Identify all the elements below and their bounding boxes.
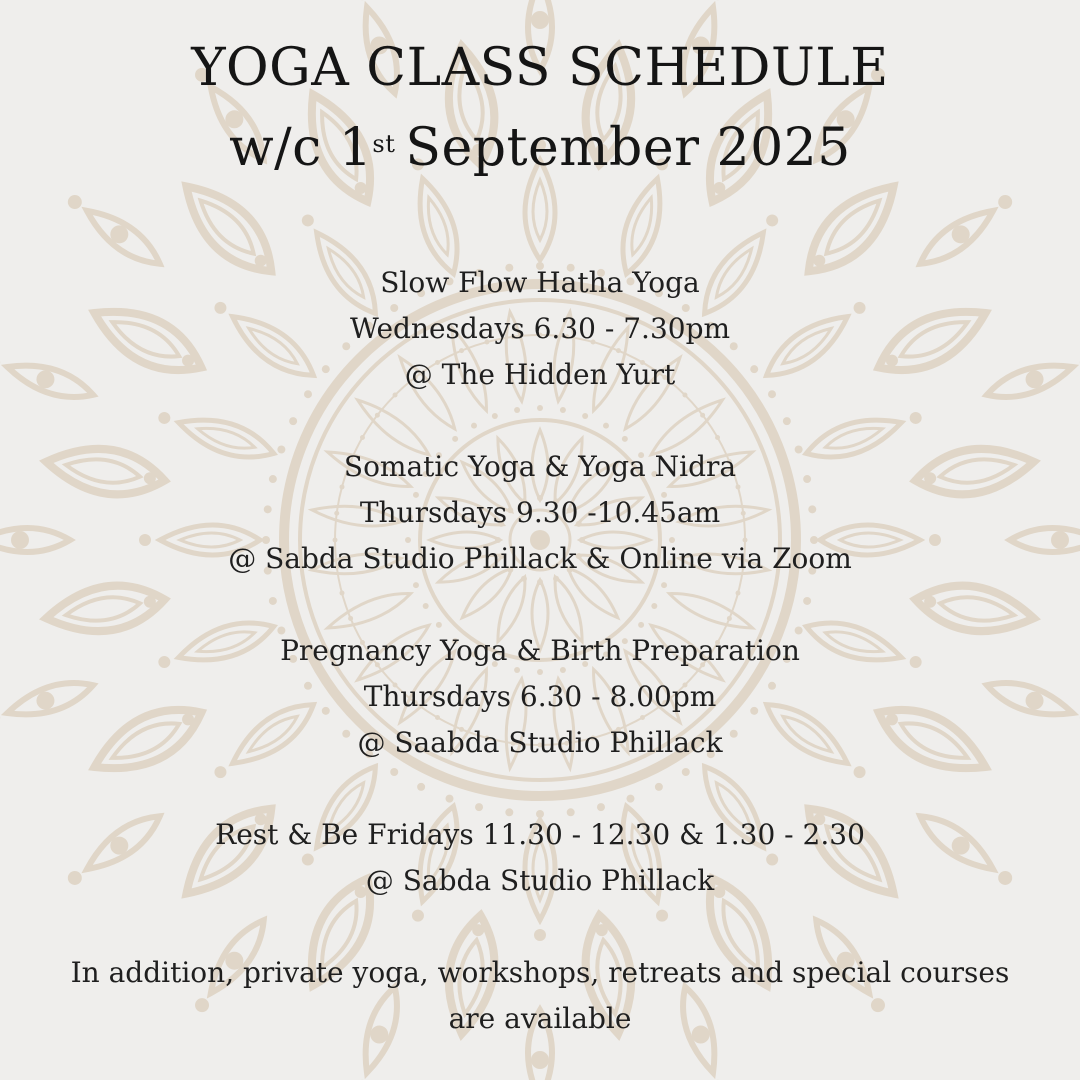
class-3-time: Thursdays 6.30 - 8.00pm: [363, 680, 717, 713]
class-4-name: Rest & Be Fridays 11.30 - 12.30 & 1.30 - 2.30: [215, 818, 865, 851]
footer-note-line-1: In addition, private yoga, workshops, retreats and special courses: [70, 956, 1010, 989]
week-commencing: [0, 118, 1080, 178]
class-3-location: @ Saabda Studio Phillack: [357, 726, 723, 759]
week-ordinal-suffix: st: [372, 130, 396, 158]
week-prefix: w/c 1: [229, 118, 373, 178]
class-1-name: Slow Flow Hatha Yoga: [380, 266, 700, 299]
page-title: YOGA CLASS SCHEDULE: [191, 38, 889, 98]
class-2-name: Somatic Yoga & Yoga Nidra: [343, 450, 737, 483]
class-1-time: Wednesdays 6.30 - 7.30pm: [349, 312, 731, 345]
week-month-year: September 2025: [405, 118, 851, 178]
class-2-location: @ Sabda Studio Phillack & Online via Zoom: [228, 542, 852, 575]
class-3-name: Pregnancy Yoga & Birth Preparation: [280, 634, 800, 667]
footer-note-line-2: are available: [448, 1002, 632, 1035]
class-1-location: @ The Hidden Yurt: [404, 358, 676, 391]
class-4-location: @ Sabda Studio Phillack: [365, 864, 715, 897]
class-2-time: Thursdays 9.30 -10.45am: [359, 496, 721, 529]
